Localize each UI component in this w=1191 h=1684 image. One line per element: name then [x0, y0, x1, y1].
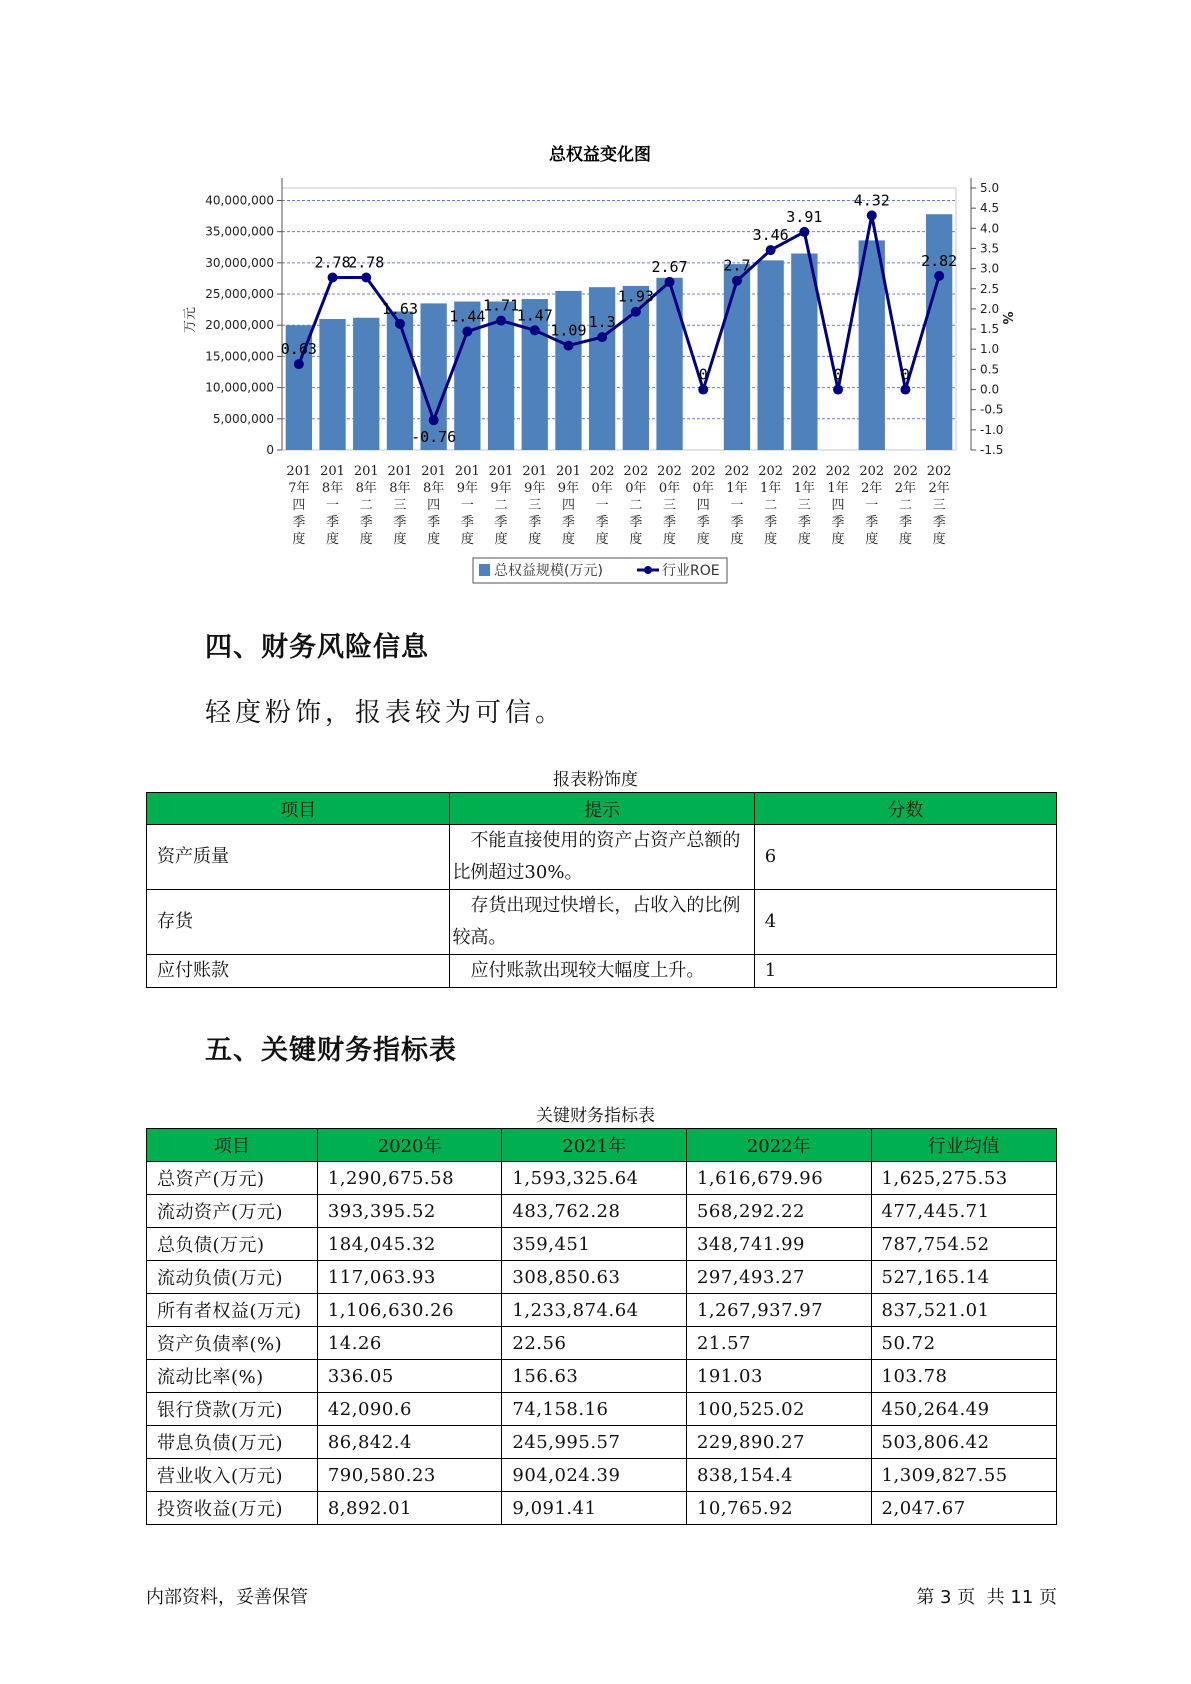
x-tick-label: 二 [764, 498, 778, 513]
x-tick-label: 度 [663, 532, 677, 547]
finance-value: 348,741.99 [686, 1228, 871, 1261]
x-tick-label: 8年 [355, 481, 377, 496]
finance-item: 投资收益(万元) [147, 1492, 318, 1525]
x-tick-label: 四 [831, 498, 845, 513]
risk-hint: 存货出现过快增长，占收入的比例较高。 [450, 890, 754, 955]
x-tick-label: 202 [758, 464, 784, 479]
table-row [147, 955, 1057, 988]
x-tick-label: 四 [561, 498, 575, 513]
finance-value: 359,451 [502, 1228, 687, 1261]
risk-header-item: 项目 [147, 793, 450, 825]
x-tick-label: 季 [528, 515, 542, 530]
y-left-axis-title: 万元 [183, 306, 198, 334]
x-tick-label: 0年 [625, 481, 647, 496]
x-tick-label: 二 [898, 498, 912, 513]
y-left-tick-label: 10,000,000 [205, 380, 274, 395]
equity-bar [555, 291, 581, 450]
roe-point [900, 385, 910, 395]
x-tick-label: 季 [663, 515, 677, 530]
y-left-tick-label: 25,000,000 [205, 287, 274, 302]
table-row [147, 1327, 1057, 1360]
x-tick-label: 度 [528, 532, 542, 547]
y-right-tick-label: 0.5 [980, 362, 1000, 377]
finance-value: 1,625,275.53 [871, 1162, 1056, 1195]
x-tick-label: 三 [393, 498, 407, 513]
x-tick-label: 季 [764, 515, 778, 530]
x-tick-label: 9年 [557, 481, 580, 496]
x-tick-label: 一 [460, 498, 474, 513]
x-tick-label: 2年 [861, 481, 883, 496]
x-tick-label: 201 [286, 464, 312, 479]
equity-bar [319, 319, 345, 450]
risk-header-hint: 提示 [450, 793, 754, 825]
finance-header-item: 项目 [147, 1129, 318, 1162]
finance-value: 787,754.52 [871, 1228, 1056, 1261]
finance-value: 568,292.22 [686, 1195, 871, 1228]
finance-value: 86,842.4 [317, 1426, 502, 1459]
x-tick-label: 季 [629, 515, 643, 530]
finance-value: 297,493.27 [686, 1261, 871, 1294]
finance-value: 22.56 [502, 1327, 687, 1360]
equity-bar [926, 214, 952, 450]
x-tick-label: 三 [528, 498, 542, 513]
finance-value: 21.57 [686, 1327, 871, 1360]
finance-item: 总负债(万元) [147, 1228, 318, 1261]
x-tick-label: 1年 [793, 481, 815, 496]
x-tick-label: 度 [292, 532, 306, 547]
x-tick-label: 201 [353, 464, 379, 479]
y-left-tick-label: 5,000,000 [212, 411, 274, 426]
finance-value: 50.72 [871, 1327, 1056, 1360]
roe-point [698, 385, 708, 395]
y-right-tick-label: 2.5 [980, 281, 1000, 296]
roe-data-label: 1.44 [449, 307, 486, 326]
y-left-tick-label: 30,000,000 [205, 255, 274, 270]
x-tick-label: 二 [494, 498, 508, 513]
finance-value: 1,106,630.26 [317, 1294, 502, 1327]
x-tick-label: 三 [932, 498, 946, 513]
x-tick-label: 季 [730, 515, 744, 530]
x-tick-label: 季 [561, 515, 575, 530]
x-tick-label: 202 [724, 464, 750, 479]
x-tick-label: 度 [932, 532, 946, 547]
roe-data-label: 1.3 [588, 313, 616, 332]
x-tick-label: 201 [488, 464, 514, 479]
x-tick-label: 度 [865, 532, 879, 547]
x-tick-label: 0年 [658, 481, 681, 496]
x-tick-label: 7年 [288, 481, 310, 496]
finance-value: 308,850.63 [502, 1261, 687, 1294]
roe-data-label: -0.76 [411, 428, 457, 447]
finance-item: 资产负债率(%) [147, 1327, 318, 1360]
roe-data-label: 3.46 [752, 226, 789, 245]
finance-value: 837,521.01 [871, 1294, 1056, 1327]
x-tick-label: 一 [730, 498, 744, 513]
y-left-tick-label: 15,000,000 [205, 349, 274, 364]
roe-point [766, 245, 776, 255]
x-tick-label: 三 [663, 498, 677, 513]
x-tick-label: 202 [926, 464, 952, 479]
x-tick-label: 度 [629, 532, 643, 547]
finance-value: 904,024.39 [502, 1459, 687, 1492]
x-tick-label: 8年 [423, 481, 445, 496]
finance-value: 1,290,675.58 [317, 1162, 502, 1195]
x-tick-label: 202 [791, 464, 817, 479]
y-right-tick-label: 3.5 [980, 241, 1000, 256]
roe-point [799, 227, 809, 237]
x-tick-label: 季 [326, 515, 340, 530]
risk-table [146, 792, 1057, 988]
x-tick-label: 四 [427, 498, 441, 513]
x-tick-label: 季 [831, 515, 845, 530]
finance-value: 1,593,325.64 [502, 1162, 687, 1195]
y-right-tick-label: -1.0 [980, 422, 1004, 437]
finance-item: 营业收入(万元) [147, 1459, 318, 1492]
x-tick-label: 201 [454, 464, 480, 479]
x-tick-label: 一 [865, 498, 879, 513]
x-tick-label: 度 [797, 532, 811, 547]
y-right-tick-label: 1.0 [980, 342, 1000, 357]
y-left-tick-label: 35,000,000 [205, 224, 274, 239]
x-tick-label: 2年 [894, 481, 917, 496]
roe-point [429, 415, 439, 425]
risk-item: 存货 [147, 890, 450, 955]
roe-data-label: 3.91 [786, 207, 823, 226]
x-tick-label: 1年 [760, 481, 782, 496]
x-tick-label: 度 [561, 532, 575, 547]
finance-table-body [147, 1162, 1057, 1525]
finance-value: 229,890.27 [686, 1426, 871, 1459]
roe-point [597, 332, 607, 342]
finance-value: 117,063.93 [317, 1261, 502, 1294]
footer-page-number: 第 3 页 共 11 页 [916, 1587, 1057, 1608]
finance-value: 245,995.57 [502, 1426, 687, 1459]
x-tick-label: 季 [494, 515, 508, 530]
y-right-tick-label: 4.5 [980, 201, 1000, 216]
x-tick-label: 季 [932, 515, 946, 530]
finance-value: 8,892.01 [317, 1492, 502, 1525]
x-tick-label: 度 [730, 532, 744, 547]
risk-score: 1 [754, 955, 1056, 988]
roe-data-label: 1.71 [482, 296, 520, 315]
roe-data-label: 0 [698, 365, 708, 384]
table-row [147, 1162, 1057, 1195]
finance-item: 流动负债(万元) [147, 1261, 318, 1294]
finance-header-industry: 行业均值 [871, 1129, 1056, 1162]
roe-data-label: 4.32 [853, 191, 890, 210]
x-tick-label: 季 [393, 515, 407, 530]
roe-data-label: 0 [900, 365, 910, 384]
table-row [147, 1294, 1057, 1327]
roe-point [462, 326, 472, 336]
table-row [147, 1426, 1057, 1459]
x-tick-label: 一 [326, 498, 340, 513]
x-tick-label: 一 [595, 498, 609, 513]
x-tick-label: 度 [359, 532, 373, 547]
finance-item: 所有者权益(万元) [147, 1294, 318, 1327]
roe-data-label: 2.67 [651, 257, 688, 276]
x-tick-label: 8年 [389, 481, 411, 496]
x-tick-label: 202 [825, 464, 851, 479]
x-tick-label: 度 [831, 532, 845, 547]
x-tick-label: 0年 [692, 481, 714, 496]
roe-data-label: 0 [833, 365, 843, 384]
x-tick-label: 度 [393, 532, 407, 547]
risk-item: 应付账款 [147, 955, 450, 988]
x-tick-label: 四 [696, 498, 710, 513]
roe-data-label: 1.09 [550, 321, 587, 340]
x-tick-label: 202 [623, 464, 649, 479]
finance-table [146, 1128, 1057, 1525]
finance-value: 156.63 [502, 1360, 687, 1393]
finance-value: 103.78 [871, 1360, 1056, 1393]
roe-point [530, 325, 540, 335]
roe-point [665, 277, 675, 287]
x-tick-label: 二 [359, 498, 373, 513]
x-tick-label: 8年 [321, 481, 344, 496]
finance-value: 527,165.14 [871, 1261, 1056, 1294]
x-tick-label: 三 [797, 498, 811, 513]
x-tick-label: 202 [690, 464, 716, 479]
table-row [147, 1360, 1057, 1393]
table-row [147, 1393, 1057, 1426]
x-tick-label: 季 [865, 515, 879, 530]
chart-title: 总权益变化图 [549, 145, 651, 165]
roe-data-label: 2.7 [723, 256, 751, 275]
x-tick-label: 度 [494, 532, 508, 547]
finance-value: 393,395.52 [317, 1195, 502, 1228]
x-tick-label: 201 [556, 464, 581, 479]
finance-table-caption: 关键财务指标表 [536, 1106, 655, 1126]
equity-bar [353, 318, 379, 450]
x-tick-label: 季 [898, 515, 912, 530]
finance-value: 483,762.28 [502, 1195, 687, 1228]
y-left-tick-label: 20,000,000 [205, 318, 274, 333]
risk-item: 资产质量 [147, 825, 450, 890]
roe-point [934, 271, 944, 281]
x-tick-label: 季 [696, 515, 710, 530]
table-row [147, 890, 1057, 955]
finance-item: 流动比率(%) [147, 1360, 318, 1393]
risk-hint: 应付账款出现较大幅度上升。 [450, 955, 754, 988]
x-tick-label: 季 [427, 515, 441, 530]
table-row [147, 825, 1057, 890]
x-tick-label: 季 [595, 515, 609, 530]
risk-hint: 不能直接使用的资产占资产总额的比例超过30%。 [450, 825, 754, 890]
equity-bar [859, 240, 885, 450]
equity-chart [0, 0, 1191, 600]
finance-value: 1,616,679.96 [686, 1162, 871, 1195]
risk-score: 4 [754, 890, 1056, 955]
finance-value: 100,525.02 [686, 1393, 871, 1426]
finance-value: 450,264.49 [871, 1393, 1056, 1426]
x-tick-label: 四 [292, 498, 306, 513]
y-left-tick-label: 0 [266, 443, 274, 457]
finance-value: 1,267,937.97 [686, 1294, 871, 1327]
x-tick-label: 202 [893, 464, 918, 479]
finance-value: 477,445.71 [871, 1195, 1056, 1228]
finance-value: 74,158.16 [502, 1393, 687, 1426]
roe-point [631, 307, 641, 317]
y-right-tick-label: -1.5 [980, 443, 1004, 457]
x-tick-label: 1年 [827, 481, 849, 496]
roe-data-label: 2.78 [348, 253, 385, 272]
finance-value: 184,045.32 [317, 1228, 502, 1261]
finance-value: 14.26 [317, 1327, 502, 1360]
finance-value: 503,806.42 [871, 1426, 1056, 1459]
x-tick-label: 度 [427, 532, 441, 547]
finance-value: 191.03 [686, 1360, 871, 1393]
x-tick-label: 202 [589, 464, 615, 479]
table-row [147, 1228, 1057, 1261]
section4-paragraph: 轻度粉饰，报表较为可信。 [205, 698, 566, 728]
risk-table-caption: 报表粉饰度 [553, 770, 638, 790]
roe-data-label: 1.93 [617, 287, 654, 306]
x-tick-label: 9年 [524, 481, 546, 496]
x-tick-label: 201 [387, 464, 413, 479]
roe-point [496, 316, 506, 326]
equity-bar [387, 312, 413, 450]
roe-data-label: 1.47 [516, 306, 553, 325]
x-tick-label: 1年 [726, 481, 748, 496]
table-row [147, 1459, 1057, 1492]
roe-data-label: 1.63 [381, 299, 419, 318]
finance-value: 10,765.92 [686, 1492, 871, 1525]
equity-bar [656, 278, 682, 450]
y-right-tick-label: 4.0 [980, 221, 1000, 236]
finance-value: 9,091.41 [502, 1492, 687, 1525]
x-tick-label: 9年 [456, 481, 478, 496]
y-right-tick-label: 5.0 [980, 181, 1000, 195]
x-tick-label: 9年 [490, 481, 512, 496]
equity-bar [724, 264, 750, 450]
table-row [147, 1492, 1057, 1525]
section4-heading: 四、财务风险信息 [205, 632, 429, 663]
risk-header-score: 分数 [754, 793, 1056, 825]
x-tick-label: 0年 [591, 481, 613, 496]
roe-point [563, 341, 573, 351]
risk-score: 6 [754, 825, 1056, 890]
x-tick-label: 201 [320, 464, 345, 479]
table-row [147, 1261, 1057, 1294]
y-right-tick-label: 3.0 [980, 261, 1000, 276]
roe-point [395, 319, 405, 329]
x-tick-label: 季 [292, 515, 306, 530]
chart-legend [473, 558, 727, 583]
x-tick-label: 季 [359, 515, 373, 530]
equity-bar [589, 287, 615, 450]
plot-area [183, 178, 1014, 547]
finance-value: 790,580.23 [317, 1459, 502, 1492]
x-tick-label: 度 [696, 532, 710, 547]
finance-value: 1,233,874.64 [502, 1294, 687, 1327]
roe-point [361, 272, 371, 282]
roe-data-label: 2.82 [921, 251, 958, 270]
y-right-tick-label: -0.5 [980, 402, 1004, 417]
x-tick-label: 度 [764, 532, 778, 547]
x-tick-label: 季 [460, 515, 474, 530]
finance-value: 838,154.4 [686, 1459, 871, 1492]
roe-point [867, 210, 877, 220]
legend-line-marker [644, 566, 652, 574]
finance-header-2022: 2022年 [686, 1129, 871, 1162]
plot-frame [282, 188, 956, 450]
y-right-axis-title: % [999, 311, 1014, 325]
finance-item: 流动资产(万元) [147, 1195, 318, 1228]
footer-left: 内部资料，妥善保管 [146, 1587, 308, 1608]
x-tick-label: 202 [859, 464, 885, 479]
y-right-tick-label: 1.5 [980, 322, 1000, 337]
x-tick-label: 2年 [928, 481, 950, 496]
x-tick-label: 度 [898, 532, 912, 547]
equity-bar [758, 260, 784, 450]
x-tick-label: 201 [421, 464, 447, 479]
finance-value: 42,090.6 [317, 1393, 502, 1426]
x-tick-label: 度 [595, 532, 609, 547]
legend-bar-swatch [479, 564, 490, 576]
section5-heading: 五、关键财务指标表 [205, 1035, 457, 1066]
finance-value: 2,047.67 [871, 1492, 1056, 1525]
roe-point [833, 385, 843, 395]
roe-point [328, 272, 338, 282]
roe-data-label: 0.63 [280, 340, 317, 359]
finance-header-2021: 2021年 [502, 1129, 687, 1162]
roe-point [732, 276, 742, 286]
x-tick-label: 201 [522, 464, 548, 479]
x-tick-label: 度 [460, 532, 474, 547]
x-tick-label: 度 [326, 532, 340, 547]
finance-value: 336.05 [317, 1360, 502, 1393]
legend-line-label: 行业ROE [662, 563, 720, 579]
finance-item: 银行贷款(万元) [147, 1393, 318, 1426]
finance-header-2020: 2020年 [317, 1129, 502, 1162]
roe-point [294, 359, 304, 369]
x-tick-label: 202 [657, 464, 682, 479]
y-right-tick-label: 0.0 [980, 382, 1000, 397]
roe-data-label: 2.78 [314, 253, 351, 272]
legend-bar-label: 总权益规模(万元) [494, 563, 603, 579]
equity-bar [791, 254, 817, 451]
finance-item: 总资产(万元) [147, 1162, 318, 1195]
table-row [147, 1195, 1057, 1228]
x-tick-label: 二 [629, 498, 643, 513]
finance-item: 带息负债(万元) [147, 1426, 318, 1459]
y-right-tick-label: 2.0 [980, 301, 1000, 316]
x-tick-label: 季 [797, 515, 811, 530]
finance-value: 1,309,827.55 [871, 1459, 1056, 1492]
y-left-tick-label: 40,000,000 [205, 193, 274, 208]
